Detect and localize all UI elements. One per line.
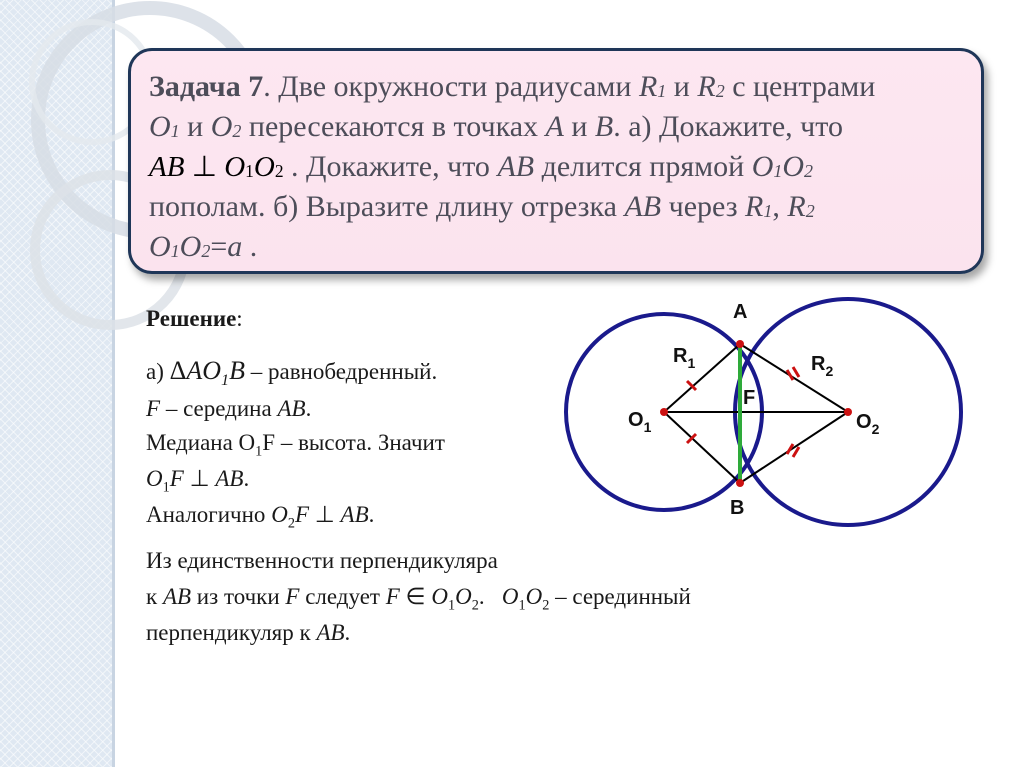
task-box xyxy=(128,48,984,274)
formula-triangle: $\Delta AO_1B$ xyxy=(169,356,245,390)
task-text: делится прямой xyxy=(534,150,752,183)
var-b: B xyxy=(594,110,614,143)
var-o1o2: $O_1O_2$ xyxy=(149,230,211,263)
label-o1: $O_1$ xyxy=(628,409,652,435)
point-o2 xyxy=(844,408,852,416)
task-line-2 xyxy=(149,107,963,147)
task-text: и xyxy=(563,110,595,143)
task-text: , xyxy=(772,190,788,223)
point-o1 xyxy=(660,408,668,416)
solution-heading: Решение: xyxy=(146,306,243,331)
solution-line-a: а) $\Delta AO_1B$ – равнобедренный. xyxy=(146,356,438,390)
label-o2: $O_2$ xyxy=(856,411,880,437)
task-text: пополам. б) Выразите длину отрезка xyxy=(149,190,625,223)
task-text: и xyxy=(179,110,211,143)
task-line-3 xyxy=(149,147,963,187)
task-text: . Две окружности радиусами xyxy=(263,70,632,103)
task-text: = xyxy=(210,230,228,263)
label-b: B xyxy=(730,497,745,519)
var-ab: AB xyxy=(624,190,662,223)
task-text: и xyxy=(666,70,698,103)
label-f: F xyxy=(743,387,756,409)
var-r1: $R_1$ xyxy=(745,190,773,223)
task-text: . а) Докажите, что xyxy=(613,110,843,143)
label-r2: $R_2$ xyxy=(811,353,834,379)
var-o1: $O_1$ xyxy=(149,110,180,143)
var-a: A xyxy=(545,110,564,143)
task-text: через xyxy=(661,190,746,223)
var-a-length: a xyxy=(227,230,243,263)
task-line-1 xyxy=(149,67,963,107)
task-line-4 xyxy=(149,187,963,227)
task-text: . Докажите, что xyxy=(283,150,498,183)
var-r2: $R_2$ xyxy=(697,70,725,103)
point-b xyxy=(736,479,744,487)
task-number: Задача 7 xyxy=(149,70,264,103)
tick-o2a-2 xyxy=(793,367,799,377)
formula-ab-perp-o1o2: AB ⊥ $O_1O_2$ xyxy=(149,151,284,183)
label-r1: $R_1$ xyxy=(673,345,696,371)
task-line-5 xyxy=(149,227,963,267)
task-text: пересекаются в точках xyxy=(241,110,546,143)
solution-line-o1f-perp: $O_1F$ ⊥ AB. xyxy=(146,466,250,496)
var-ab: AB xyxy=(497,150,535,183)
var-o1o2: $O_1O_2$ xyxy=(751,150,814,183)
var-r2: $R_2$ xyxy=(787,190,815,223)
label-a: A xyxy=(733,301,748,323)
var-r1: $R_1$ xyxy=(638,70,667,103)
solution-line-uniq-1: Из единственности перпендикуляра xyxy=(146,548,498,573)
solution-line-median: Медиана $O_1F$ – высота. Значит xyxy=(146,430,445,460)
task-text: с центрами xyxy=(724,70,876,103)
geometry-diagram xyxy=(560,278,1000,538)
solution-line-uniq-2: к AB из точки F следует F ∈ $O_1O_2$. $O_1O_2$ – серединный xyxy=(146,584,691,614)
solution-line-analog: Аналогично $O_2F$ ⊥ AB. xyxy=(146,502,375,532)
solution-line-f: F – середина AB. xyxy=(146,396,312,421)
var-o2: $O_2$ xyxy=(210,110,242,143)
task-text: . xyxy=(242,230,258,263)
point-a xyxy=(736,340,744,348)
solution-line-last: перпендикуляр к AB. xyxy=(146,620,351,645)
segment-o1b xyxy=(664,412,740,483)
